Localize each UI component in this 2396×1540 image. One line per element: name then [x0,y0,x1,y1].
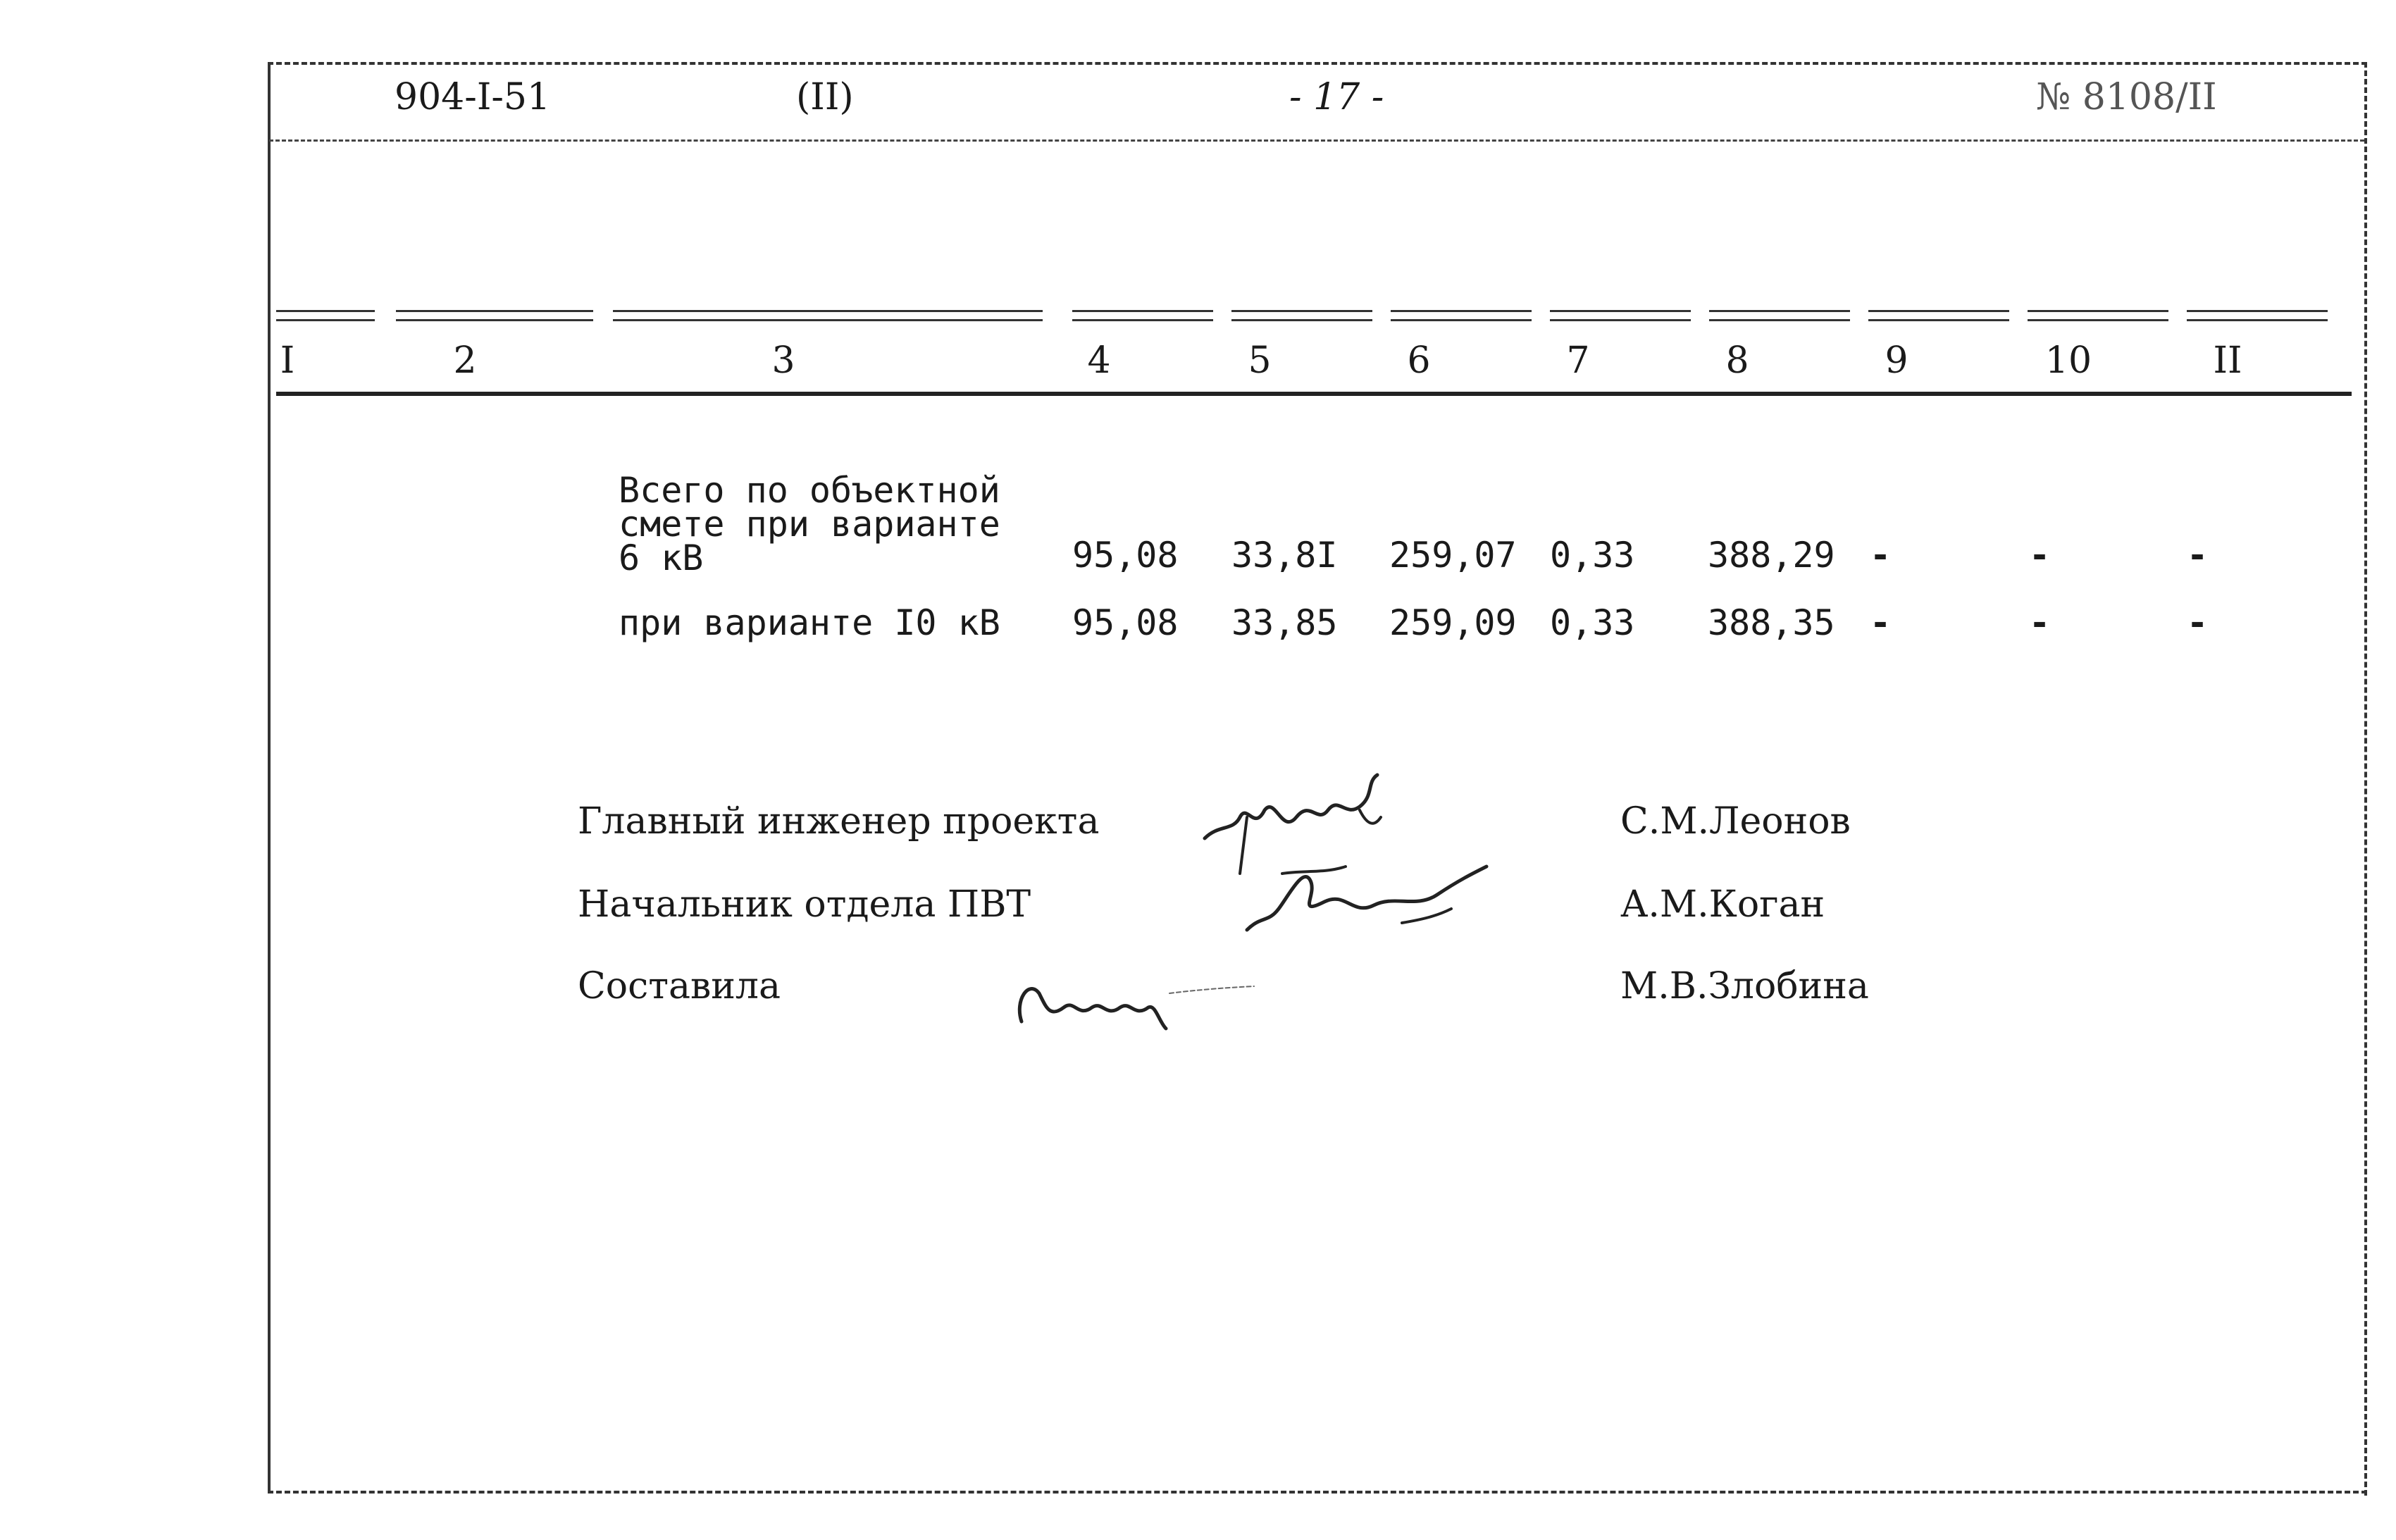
cell-value-col8: 388,29 [1708,535,1835,576]
row-description-line: при варианте I0 кВ [619,602,1000,643]
cell-value-col5: 33,85 [1231,602,1338,643]
cell-value-col4: 95,08 [1072,602,1179,643]
cell-value-col10: - [2029,602,2051,643]
cell-value-col6: 259,09 [1389,602,1517,643]
column-number: 8 [1725,340,1749,382]
page-number: - 17 - [1289,76,1384,118]
row-description-line: 6 кВ [619,538,704,578]
cell-value-col8: 388,35 [1708,602,1835,643]
cell-value-col4: 95,08 [1072,535,1179,576]
cell-value-col10: - [2029,535,2051,576]
column-number: 2 [453,340,477,382]
cell-value-col9: - [1870,535,1892,576]
cell-value-col11: - [2187,535,2209,576]
column-number: I [280,340,295,382]
column-number: 10 [2044,340,2092,382]
header-divider [269,139,2364,142]
document-number: № 8108/II [2036,76,2217,118]
signatory-role: Составила [578,965,781,1007]
cell-value-col7: 0,33 [1550,535,1635,576]
column-number: 7 [1566,340,1590,382]
handwritten-signature-department-head [1240,852,1494,944]
cell-value-col7: 0,33 [1550,602,1635,643]
row-description-line: Всего по объектной [619,470,1000,511]
column-number-row [0,340,2396,382]
column-number: II [2213,340,2242,382]
signatory-name: С.М.Леонов [1620,800,1851,843]
signatory-role: Начальник отдела ПВТ [578,883,1031,926]
column-number: 9 [1885,340,1908,382]
column-number: 5 [1248,340,1272,382]
column-number: 4 [1087,340,1111,382]
document-code: 904-I-51 [395,76,551,118]
signatory-name: М.В.Злобина [1620,965,1869,1007]
frame-right-border [2364,62,2367,1496]
cell-value-col5: 33,8I [1231,535,1338,576]
cell-value-col11: - [2187,602,2209,643]
row-description-line: смете при варианте [619,504,1000,545]
signatory-role: Главный инженер проекта [578,800,1100,843]
document-part: (II) [796,76,854,118]
frame-left-border [268,63,271,1494]
signatory-name: А.М.Коган [1620,883,1825,926]
column-number: 3 [771,340,795,382]
cell-value-col6: 259,07 [1389,535,1517,576]
cell-value-col9: - [1870,602,1892,643]
column-header-double-rule [276,310,2396,320]
column-number: 6 [1407,340,1431,382]
handwritten-signature-compiler [1007,965,1261,1036]
frame-top-border [268,62,2367,65]
column-header-bottom-rule [276,392,2352,396]
frame-bottom-border [268,1491,2367,1494]
